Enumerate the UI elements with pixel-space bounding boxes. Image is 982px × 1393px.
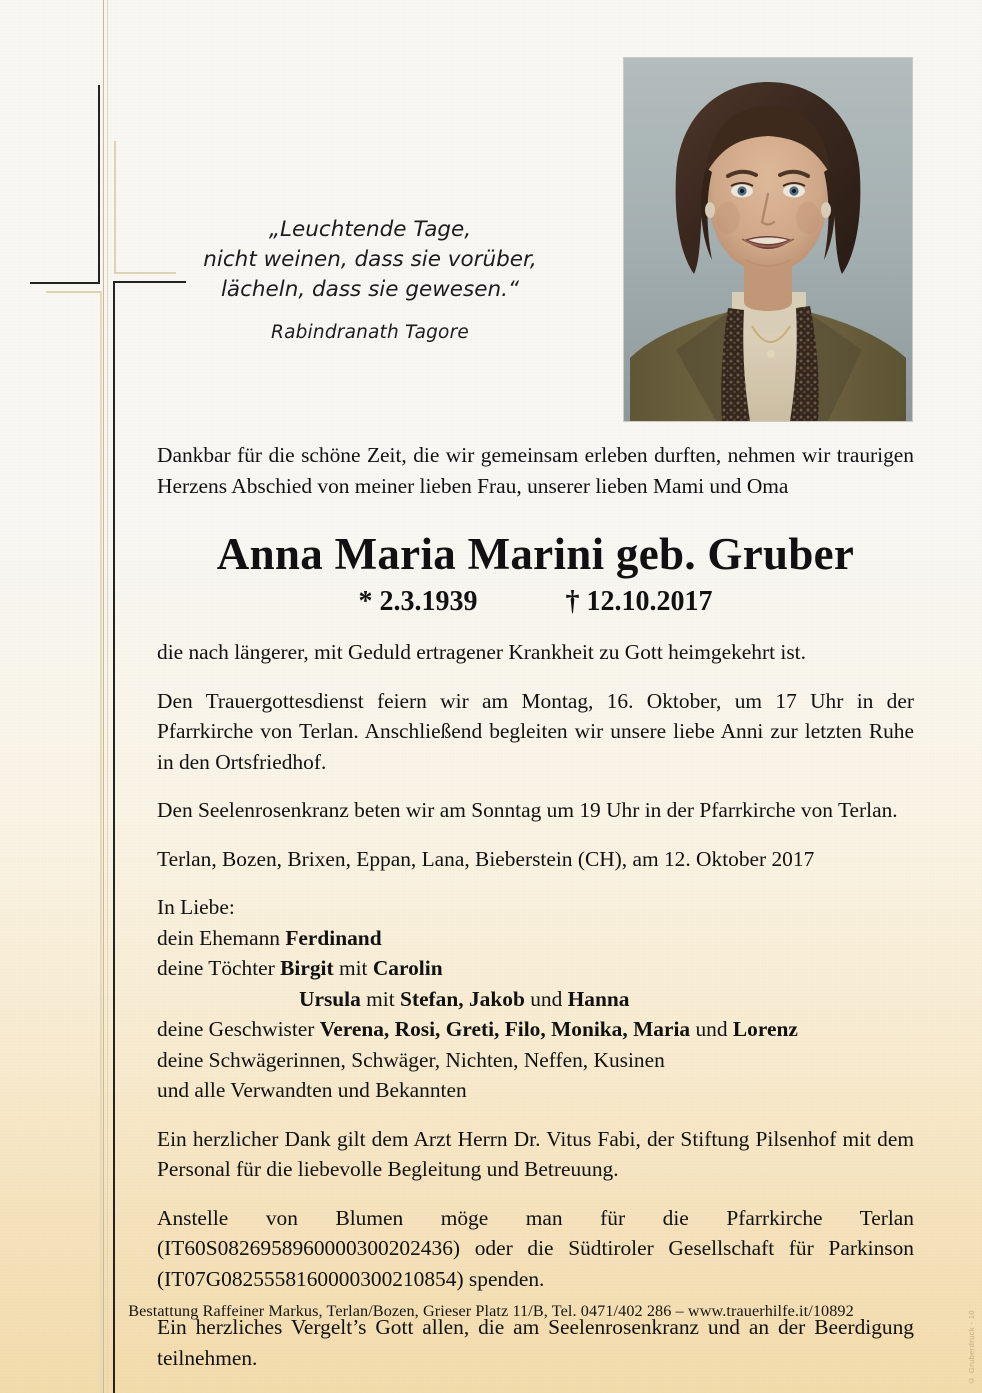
cross-dark-arm-left — [30, 282, 100, 284]
family-row-siblings-mid: und — [690, 1017, 733, 1041]
family-row-siblings — [157, 1014, 914, 1045]
family-row-husband-names: Ferdinand — [285, 925, 382, 950]
cross-pale-arm-left — [46, 291, 102, 293]
birth-date: 2.3.1939 — [379, 586, 478, 617]
family-row-siblings-last: Lorenz — [732, 1017, 798, 1041]
cross-vertical-gold-line — [103, 0, 104, 1393]
family-heading: In Liebe: — [157, 895, 235, 919]
quote-author: Rabindranath Tagore — [271, 322, 469, 343]
death-date: 12.10.2017 — [586, 586, 713, 617]
family-row-daughter-2-children: Stefan, Jakob — [400, 986, 525, 1011]
family-row-daughter-1 — [157, 953, 914, 984]
places-date-paragraph: Terlan, Bozen, Brixen, Eppan, Lana, Bieberstein (CH), am 12. Oktober 2017 — [157, 846, 815, 871]
deceased-dates — [157, 585, 914, 619]
quote-line-1: „Leuchtende Tage, — [268, 217, 472, 242]
family-row-daughter-2-mid: mit — [360, 986, 401, 1011]
rosary-paragraph: Den Seelenrosenkranz beten wir am Sonntag um 19 Uhr in der Pfarrkirche von Terlan. — [157, 798, 898, 822]
deceased-name: Anna Maria Marini geb. Gruber — [216, 529, 855, 579]
family-row-siblings-names: Verena, Rosi, Greti, Filo, Monika, Maria — [319, 1017, 691, 1041]
family-row-daughter-1-mid: mit — [333, 956, 373, 980]
intro-paragraph: Dankbar für die schöne Zeit, die wir gemeinsam erleben durften, nehmen wir traurigen Herzens Abschied von meiner lieben Frau, unserer lieben Mami und Oma — [157, 443, 914, 498]
family-row-daughter-1-name: Birgit — [280, 956, 334, 980]
family-list — [157, 892, 914, 1106]
cross-pale-stem — [114, 141, 116, 273]
family-row-daughter-2-child-3: Hanna — [567, 986, 630, 1011]
funeral-home-footer: Bestattung Raffeiner Markus, Terlan/Bozen, Grieser Platz 11/B, Tel. 0471/402 286 – www.trauerhilfe.it/10892 — [128, 1302, 854, 1320]
memorial-text-column — [157, 440, 914, 1391]
family-row-daughter-2 — [157, 984, 914, 1015]
quote-line-2: nicht weinen, dass sie vorüber, — [203, 247, 537, 272]
closing-paragraph: Ein herzliches Vergelt’s Gott allen, die am Seelenrosenkranz und an der Beerdigung teilnehmen. — [157, 1315, 914, 1370]
portrait-illustration — [624, 58, 912, 421]
quote-line-3: lächeln, dass sie gewesen.“ — [220, 277, 520, 302]
family-row-daughter-2-name: Ursula — [299, 986, 361, 1011]
family-row-inlaws: deine Schwägerinnen, Schwäger, Nichten, Neffen, Kusinen — [157, 1047, 665, 1072]
family-row-all-relatives: und alle Verwandten und Bekannten — [157, 1078, 467, 1102]
family-row-daughter-1-child: Carolin — [372, 956, 443, 980]
donation-paragraph: Anstelle von Blumen möge man für die Pfarrkirche Terlan (IT60S0826958960000300202436) oder die Südtiroler Gesellschaft für Parkinson (IT07G0825558160000300210854) spenden. — [157, 1205, 914, 1291]
cross-vertical-gold-line-2 — [107, 0, 108, 1393]
family-row-daughter-2-mid-2: und — [524, 986, 568, 1011]
cross-pale-stem-lower — [100, 291, 102, 1393]
thanks-paragraph: Ein herzlicher Dank gilt dem Arzt Herrn Dr. Vitus Fabi, der Stiftung Pilsenhof mit dem Personal für die liebevolle Begleitung und Betreuung. — [157, 1126, 914, 1181]
death-symbol: † — [565, 586, 580, 617]
copyright-notice: © Gruberdruck - 10 — [967, 1310, 976, 1385]
cross-dark-stem-lower — [113, 281, 115, 1393]
family-row-daughter-1-prefix: deine Töchter — [157, 956, 281, 980]
portrait-photo — [624, 58, 912, 421]
cross-dark-stem — [98, 85, 100, 284]
birth-symbol: * — [358, 586, 373, 617]
after-name-paragraph: die nach längerer, mit Geduld ertragener Krankheit zu Gott heimgekehrt ist. — [157, 640, 806, 664]
family-row-husband — [157, 923, 914, 954]
service-paragraph: Den Trauergottesdienst feiern wir am Montag, 16. Oktober, um 17 Uhr in der Pfarrkirche von Terlan. Anschließend begleiten wir unsere liebe Anni zur letzten Ruhe in den Ortsfriedhof. — [157, 688, 914, 774]
family-row-husband-prefix: dein Ehemann — [157, 925, 286, 950]
memorial-quote — [160, 215, 580, 343]
family-row-siblings-prefix: deine Geschwister — [157, 1017, 320, 1041]
